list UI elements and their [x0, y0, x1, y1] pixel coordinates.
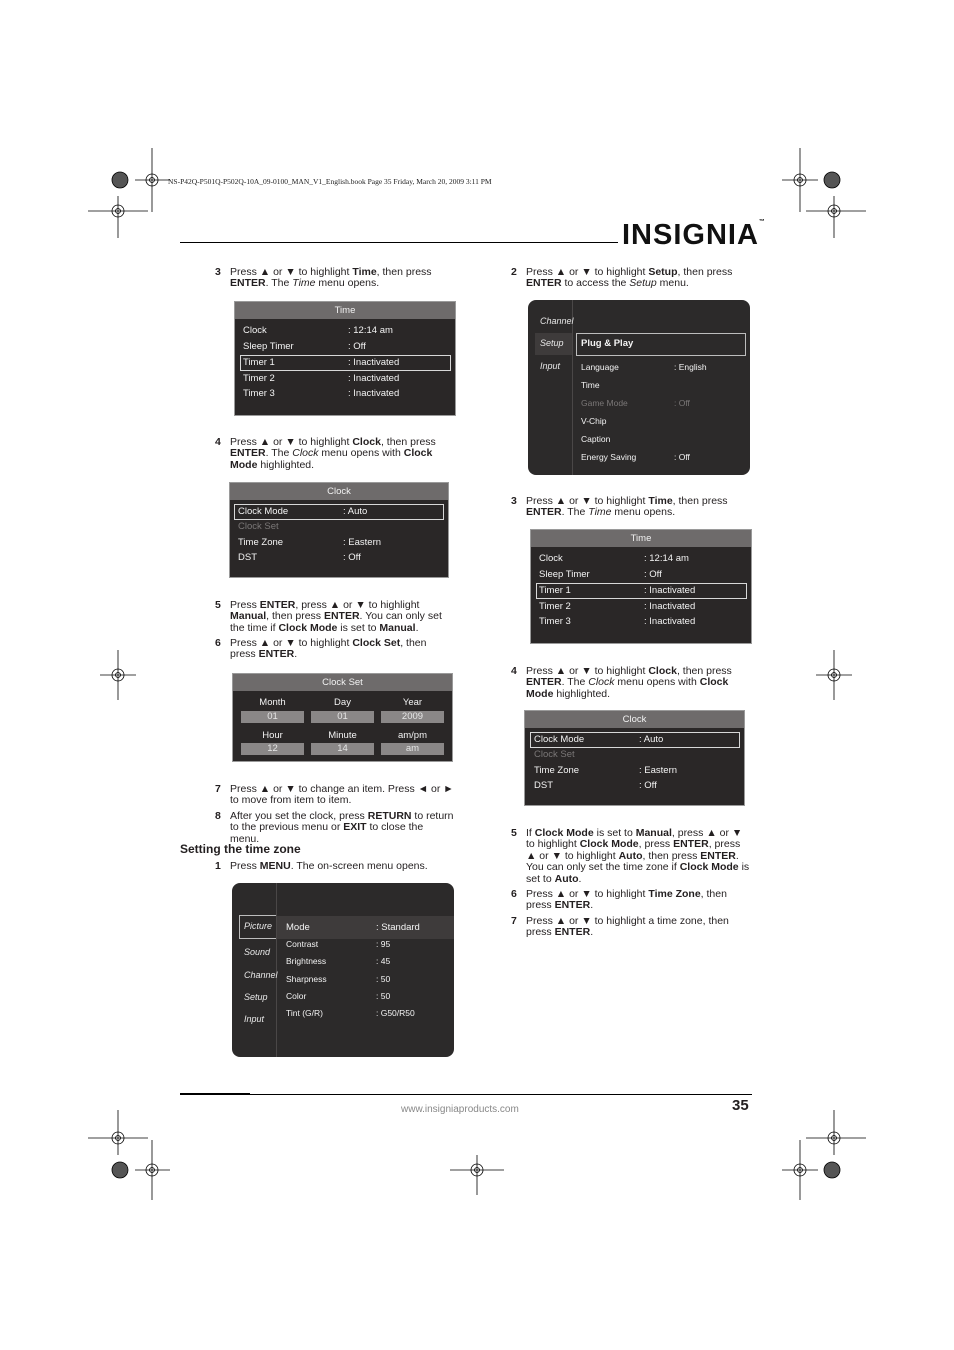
picture-menu — [232, 883, 454, 1057]
sidebar-item-channel[interactable]: Channel — [244, 970, 278, 980]
sidebar-item-sound[interactable]: Sound — [244, 947, 271, 957]
plug-and-play-item[interactable]: Plug & Play — [581, 338, 634, 349]
menu-row[interactable]: Timer 2 : Inactivated — [539, 601, 696, 612]
menu-row[interactable]: Sleep Timer : Off — [539, 569, 662, 580]
menu-row[interactable]: Timer 1 : Inactivated — [539, 585, 696, 596]
menu-title: Clock — [230, 483, 448, 500]
sidebar-item-input[interactable]: Input — [540, 361, 561, 371]
sidebar-item-picture[interactable]: Picture — [244, 921, 273, 931]
menu-row[interactable]: Time Zone : Eastern — [238, 537, 382, 548]
right-step-5: 5 If Clock Mode is set to Manual, press ▲ or ▼ to highlight Clock Mode, press ENTER, press ▲ or ▼ to highlight Auto, then press ENTER. You can only set the time zone if Clock Mode is set to Auto. — [511, 827, 750, 885]
clock-menu-right — [524, 710, 745, 806]
footer-rule-accent — [180, 1093, 250, 1095]
right-step-7: 7 Press ▲ or ▼ to highlight a time zone, then press ENTER. — [511, 915, 729, 939]
left-step-8: 8 After you set the clock, press RETURN to return to the previous menu or EXIT to close the menu. — [215, 810, 454, 845]
menu-row[interactable]: DST : Off — [238, 552, 361, 563]
footer-url[interactable]: www.insigniaproducts.com — [401, 1104, 519, 1115]
menu-row[interactable]: DST : Off — [534, 780, 657, 791]
menu-row[interactable]: Clock : 12:14 am — [243, 325, 393, 336]
sidebar-divider — [572, 300, 573, 475]
step-number: 3 — [215, 266, 221, 278]
minute-label: Minute — [328, 730, 357, 741]
left-step-1: 1 Press MENU. The on-screen menu opens. — [215, 860, 428, 872]
menu-row[interactable]: Tint (G/R) : G50/R50 — [286, 1008, 415, 1018]
year-field[interactable]: 2009 — [381, 711, 444, 723]
clock-menu-left — [229, 482, 449, 578]
menu-row[interactable]: Contrast : 95 — [286, 939, 391, 949]
menu-row[interactable]: Clock Mode : Auto — [238, 506, 368, 517]
logo-text: INSIGNIA — [622, 219, 759, 251]
menu-row[interactable]: Timer 3 : Inactivated — [539, 616, 696, 627]
sidebar-item-channel[interactable]: Channel — [540, 316, 574, 326]
page-number: 35 — [732, 1097, 749, 1114]
menu-row[interactable]: Brightness : 45 — [286, 956, 391, 966]
sidebar-item-input[interactable]: Input — [244, 1014, 265, 1024]
right-step-2: 2 Press ▲ or ▼ to highlight Setup, then press ENTER to access the Setup menu. — [511, 266, 733, 290]
right-step-3: 3 Press ▲ or ▼ to highlight Time, then press ENTER. The Time menu opens. — [511, 495, 728, 519]
menu-title: Clock — [525, 711, 744, 728]
right-step-4: 4 Press ▲ or ▼ to highlight Clock, then press ENTER. The Clock menu opens with Clock Mode highlighted. — [511, 665, 732, 700]
left-step-6: 6 Press ▲ or ▼ to highlight Clock Set, then press ENTER. — [215, 637, 427, 661]
menu-row[interactable]: Timer 1 : Inactivated — [243, 357, 400, 368]
sidebar-item-setup[interactable]: Setup — [540, 338, 564, 348]
menu-title: Time — [235, 302, 455, 319]
year-label: Year — [402, 697, 423, 708]
file-info-line: NS-P42Q-P501Q-P502Q-10A_09-0100_MAN_V1_English.book Page 35 Friday, March 20, 2009 3:11 PM — [168, 177, 492, 186]
header-rule — [180, 242, 618, 243]
month-label: Month — [259, 697, 286, 708]
section-title: Setting the time zone — [180, 842, 301, 856]
footer-rule — [180, 1094, 752, 1095]
menu-row[interactable]: Timer 2 : Inactivated — [243, 373, 400, 384]
menu-row[interactable]: Language : English — [581, 362, 707, 372]
menu-row[interactable]: Energy Saving : Off — [581, 452, 690, 462]
menu-row[interactable]: Color : 50 — [286, 991, 391, 1001]
menu-title: Time — [531, 530, 751, 547]
menu-row[interactable]: Clock : 12:14 am — [539, 553, 689, 564]
hour-field[interactable]: 12 — [241, 743, 304, 755]
step-text: Press ▲ or ▼ to highlight Time, then press ENTER. The Time menu opens. — [230, 266, 432, 290]
menu-row-disabled: Clock Set — [534, 749, 575, 760]
sidebar-item-setup[interactable]: Setup — [244, 992, 268, 1002]
ampm-field[interactable]: am — [381, 743, 444, 755]
time-menu-left — [234, 301, 456, 416]
minute-field[interactable]: 14 — [311, 743, 374, 755]
time-menu-right — [530, 529, 752, 644]
setup-menu — [528, 300, 750, 475]
menu-row[interactable]: Clock Mode : Auto — [534, 734, 664, 745]
day-field[interactable]: 01 — [311, 711, 374, 723]
menu-row[interactable]: Time — [581, 380, 600, 390]
menu-row[interactable]: Caption — [581, 434, 611, 444]
menu-row[interactable]: Sleep Timer : Off — [243, 341, 366, 352]
left-step-4: 4 Press ▲ or ▼ to highlight Clock, then press ENTER. The Clock menu opens with Clock Mode highlighted. — [215, 436, 436, 471]
left-step-5: 5 Press ENTER, press ▲ or ▼ to highlight Manual, then press ENTER. You can only set the time if Clock Mode is set to Manual. — [215, 599, 442, 634]
hour-label: Hour — [262, 730, 283, 741]
month-field[interactable]: 01 — [241, 711, 304, 723]
insignia-logo — [622, 219, 766, 252]
menu-row[interactable]: V-Chip — [581, 416, 607, 426]
menu-row[interactable]: Mode : Standard — [286, 922, 420, 933]
left-step-7: 7 Press ▲ or ▼ to change an item. Press ◄ or ► to move from item to item. — [215, 783, 454, 807]
menu-row[interactable]: Time Zone : Eastern — [534, 765, 678, 776]
logo-tm: ™ — [758, 219, 766, 225]
right-step-6: 6 Press ▲ or ▼ to highlight Time Zone, then press ENTER. — [511, 888, 727, 912]
menu-row[interactable]: Sharpness : 50 — [286, 974, 391, 984]
menu-row-disabled: Clock Set — [238, 521, 279, 532]
menu-row[interactable]: Timer 3 : Inactivated — [243, 388, 400, 399]
ampm-label: am/pm — [397, 730, 428, 741]
left-step-3 — [215, 267, 455, 290]
day-label: Day — [334, 697, 351, 708]
menu-title: Clock Set — [233, 674, 452, 691]
menu-row-disabled: Game Mode : Off — [581, 398, 690, 408]
clock-set-menu — [232, 673, 453, 762]
